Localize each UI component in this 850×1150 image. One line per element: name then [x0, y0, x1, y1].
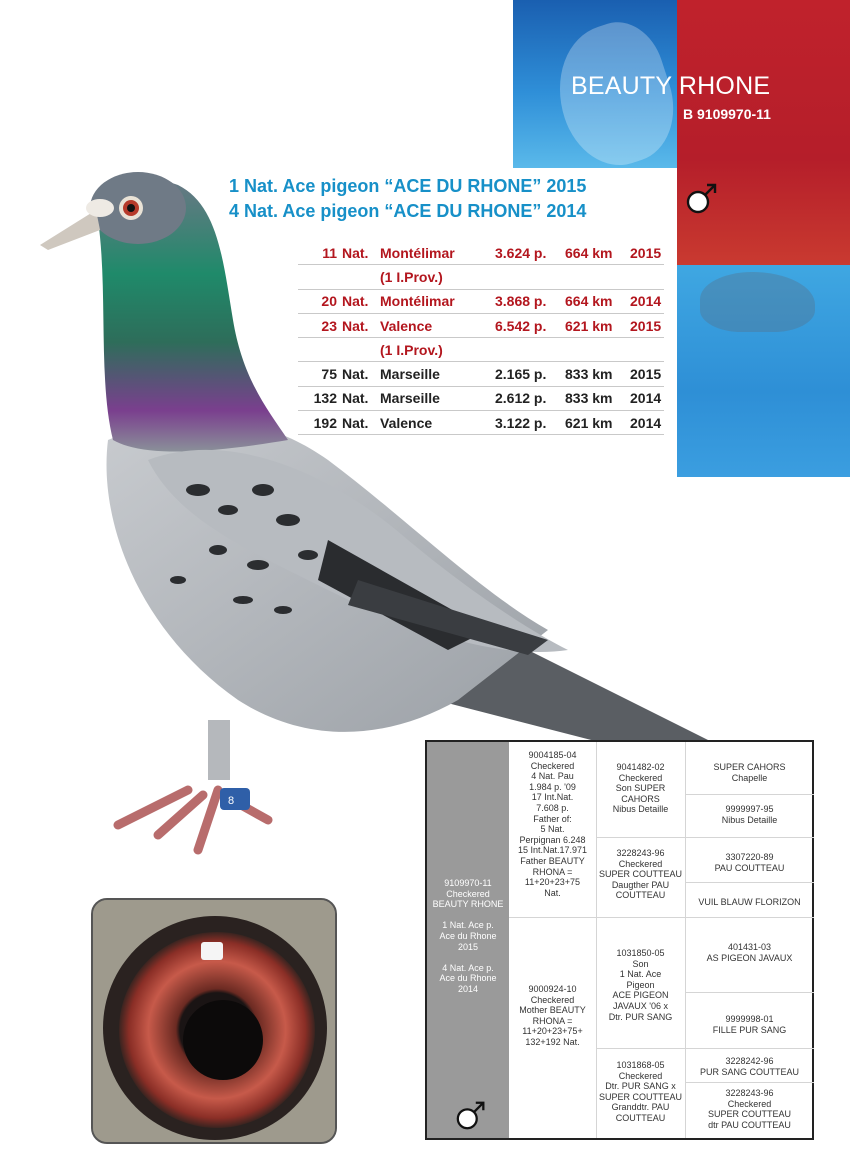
pedigree-ggp-1: SUPER CAHORS Chapelle [713, 762, 786, 783]
result-pts: 3.868 p. [495, 293, 547, 310]
pedigree-gp-3: 1031850-05 Son 1 Nat. Ace Pigeon ACE PIGEON JAVAUX '06 x Dtr. PUR SANG [608, 948, 673, 1022]
pedigree-ggp-8: 3228243-96 Checkered SUPER COUTTEAU dtr PAU COUTTEAU [707, 1088, 791, 1130]
result-rank: 132 [313, 390, 337, 407]
result-row [298, 338, 664, 362]
ace-title-2014: 4 Nat. Ace pigeon “ACE DU RHONE” 2014 [229, 201, 587, 221]
result-place: Marseille [380, 366, 440, 383]
result-rank: 20 [321, 293, 337, 310]
result-place: Montélimar [380, 293, 455, 310]
result-pts: 6.542 p. [495, 317, 547, 334]
result-nat: Nat. [342, 390, 369, 407]
results-table [298, 241, 664, 435]
result-rank: 192 [313, 414, 337, 431]
result-nat: Nat. [342, 366, 369, 383]
pedigree-ggp-3: 3307220-89 PAU COUTTEAU [714, 852, 785, 873]
result-row [298, 362, 664, 386]
pedigree-subject-column [427, 742, 509, 1138]
pedigree-father: 9004185-04 Checkered 4 Nat. Pau 1.984 p. '09 17 Int.Nat. 7.608 p. Father of: 5 Nat. Perpignan 6.248 15 Int.Nat.17.971 Father BEAUTY RHONA = 11+20+23+75 Nat. [517, 750, 588, 898]
ace-title-2015: 1 Nat. Ace pigeon “ACE DU RHONE” 2015 [229, 176, 587, 196]
result-km: 833 km [565, 366, 613, 383]
result-km: 664 km [565, 293, 613, 310]
pedigree-mother: 9000924-10 Checkered Mother BEAUTY RHONA = 11+20+23+75+ 132+192 Nat. [519, 984, 586, 1047]
result-km: 621 km [565, 317, 613, 334]
result-place: Valence [380, 414, 433, 431]
result-row [298, 387, 664, 411]
leg-ring-text: 8 [228, 795, 235, 807]
result-year: 2015 [630, 366, 662, 383]
result-place: (1 I.Prov.) [380, 268, 443, 285]
result-rank: 75 [321, 366, 337, 383]
result-year: 2014 [630, 414, 662, 431]
result-place: Montélimar [380, 244, 455, 261]
result-row [298, 314, 664, 338]
ring-number: B 9109970-11 [683, 106, 771, 122]
eye-iris-image [93, 900, 335, 1142]
result-km: 621 km [565, 414, 613, 431]
result-rank: 11 [322, 244, 337, 261]
result-row [298, 265, 664, 289]
leg-ring [220, 788, 250, 810]
eye-photo [91, 898, 337, 1144]
pigeon-name: BEAUTY RHONE [571, 72, 771, 100]
pedigree-ggp-7: 3228242-96 PUR SANG COUTTEAU [699, 1056, 799, 1077]
result-row [298, 411, 664, 435]
result-km: 833 km [565, 390, 613, 407]
result-nat: Nat. [342, 414, 369, 431]
result-year: 2014 [630, 390, 662, 407]
pedigree-gp-4: 1031868-05 Checkered Dtr. PUR SANG x SUPER COUTTEAU Granddtr. PAU COUTTEAU [598, 1060, 682, 1123]
result-pts: 3.624 p. [495, 244, 547, 261]
pedigree-subject: 9109970-11 Checkered BEAUTY RHONE 1 Nat. Ace p. Ace du Rhone 2015 4 Nat. Ace p. Ace du Rhone 2014 [432, 878, 504, 994]
result-nat: Nat. [342, 244, 369, 261]
result-pts: 3.122 p. [495, 414, 547, 431]
pedigree-ggp-6: 9999998-01 FILLE PUR SANG [712, 1014, 787, 1035]
pedigree-great-grandparents-column [685, 742, 814, 1138]
pedigree-chart [425, 740, 814, 1140]
result-place: Marseille [380, 390, 440, 407]
result-nat: Nat. [342, 293, 369, 310]
result-row [298, 241, 664, 265]
pedigree-ggp-2: 9999997-95 Nibus Detaille [721, 804, 778, 825]
pedigree-grandparents-column [596, 742, 686, 1138]
pedigree-ggp-5: 401431-03 AS PIGEON JAVAUX [706, 942, 793, 963]
result-pts: 2.612 p. [495, 390, 547, 407]
result-nat: Nat. [342, 317, 369, 334]
pedigree-parents-column [509, 742, 597, 1138]
result-km: 664 km [565, 244, 613, 261]
result-place: (1 I.Prov.) [380, 341, 443, 358]
result-year: 2014 [630, 293, 662, 310]
result-row [298, 290, 664, 314]
result-year: 2015 [630, 244, 662, 261]
pedigree-gp-1: 9041482-02 Checkered Son SUPER CAHORS Nibus Detaille [612, 762, 669, 815]
result-rank: 23 [321, 317, 337, 334]
pedigree-ggp-4: VUIL BLAUW FLORIZON [698, 897, 801, 907]
pedigree-gp-2: 3228243-96 Checkered SUPER COUTTEAU Daugther PAU COUTTEAU [598, 848, 682, 901]
pedigree-male-symbol-icon [455, 1098, 489, 1132]
result-year: 2015 [630, 317, 662, 334]
result-place: Valence [380, 317, 433, 334]
result-pts: 2.165 p. [495, 366, 547, 383]
